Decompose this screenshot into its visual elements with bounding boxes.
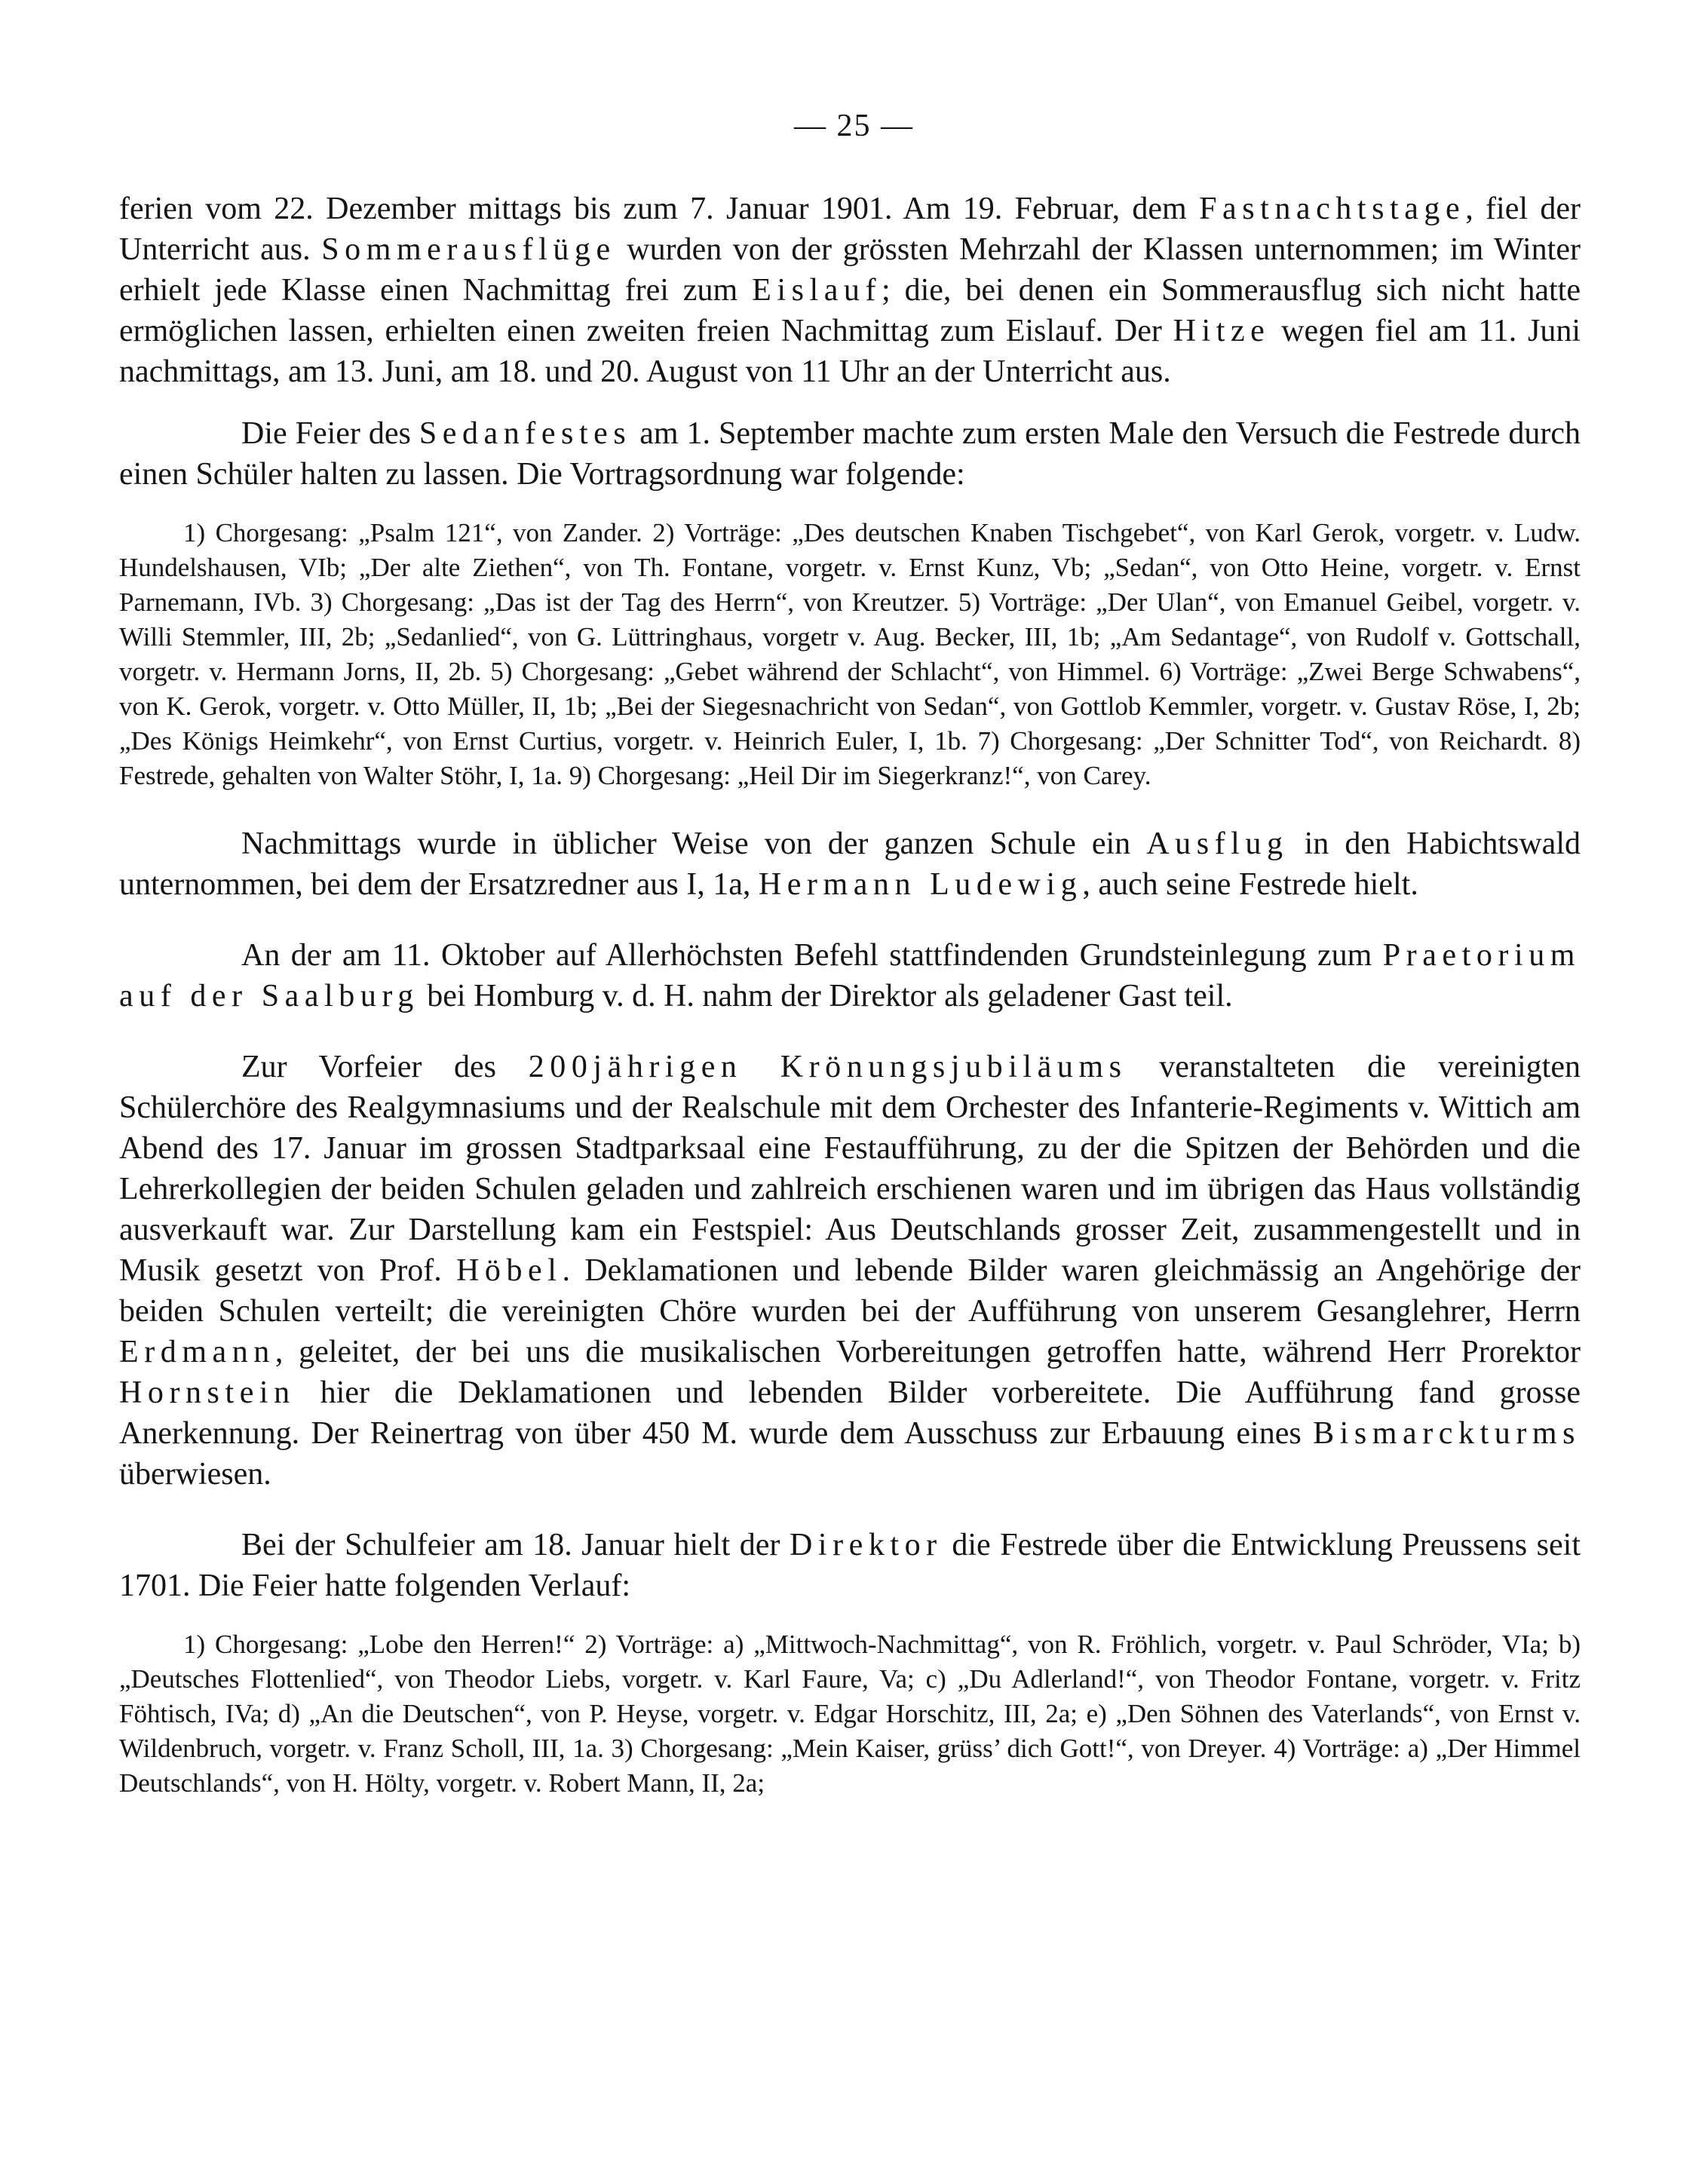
spaced-term: Praetorium auf der Saalburg	[119, 938, 1581, 1013]
spaced-term: Direktor	[789, 1528, 943, 1562]
text-run: ; die, bei denen ein Sommerausflug sich nicht hatte ermöglichen lassen, erhielten einen zweiten freien Nachmittag zum Eislauf. Der	[119, 273, 1581, 348]
text-run: am 1. September machte zum ersten Male den Versuch die Festrede durch einen Schüler halten zu lassen. Die Vortragsordnung war folgende:	[119, 416, 1581, 492]
spaced-term: Sedanfestes	[419, 416, 632, 451]
spaced-term: 200jährigen Krönungsjubiläums	[528, 1050, 1127, 1084]
spaced-term: Hermann Ludewig	[758, 867, 1083, 902]
spaced-term: Sommerausflüge	[321, 232, 616, 267]
spaced-term: Erdmann	[119, 1335, 275, 1369]
paragraph-saalburg	[119, 935, 1581, 1016]
text-run: überwiesen.	[119, 1457, 271, 1492]
text-run: Die Feier des	[241, 416, 419, 451]
text-run: Nachmittags wurde in üblicher Weise von der ganzen Schule ein	[241, 826, 1147, 861]
paragraph-excursion	[119, 823, 1581, 905]
text-run: hier die Deklamationen und lebenden Bilder vorbereitete. Die Aufführung fand grosse Anerkennung. Der Reinertrag von über 450 M. wurde dem Ausschuss zur Erbauung eines	[119, 1375, 1581, 1451]
spaced-term: Hornstein	[119, 1375, 296, 1410]
text-run: ferien vom 22. Dezember mittags bis zum 7. Januar 1901. Am 19. Februar, dem	[119, 192, 1200, 226]
paragraph-coronation	[119, 1047, 1581, 1495]
text-run: bei Homburg v. d. H. nahm der Direktor als geladener Gast teil.	[419, 979, 1233, 1013]
spaced-term: Fastnachtstage	[1199, 192, 1466, 226]
paragraph-school-celebration	[119, 1525, 1581, 1606]
text-run: , fiel der Unterricht aus.	[119, 192, 1581, 267]
text-run: veranstalteten die vereinigten Schülerchöre des Realgymnasiums und der Realschule mit dem Orchester des Infanterie-Regiments v. Wittich am Abend des 17. Januar im grossen Stadtparksaal eine Festaufführung, zu der die Spitzen der Behörden und die Lehrerkollegien der beiden Schulen geladen und zahlreich erschienen waren und im übrigen das Haus vollständig ausverkauft war. Zur Darstellung kam ein Festspiel: Aus Deutschlands grosser Zeit, zusammengestellt und in Musik gesetzt von Prof.	[119, 1050, 1581, 1288]
text-run: Zur Vorfeier des	[241, 1050, 529, 1084]
text-run: die Festrede über die Entwicklung Preussens seit 1701. Die Feier hatte folgenden Verlauf:	[119, 1528, 1581, 1603]
spaced-term: Eislauf	[752, 273, 882, 308]
text-run: Bei der Schulfeier am 18. Januar hielt der	[241, 1528, 790, 1562]
page-body	[119, 189, 1581, 1801]
text-run: , auch seine Festrede hielt.	[1082, 867, 1418, 902]
spaced-term: Ausflug	[1146, 826, 1289, 861]
text-run: in den Habichtswald unternommen, bei dem der Ersatzredner aus I, 1a,	[119, 826, 1581, 902]
text-run: , geleitet, der bei uns die musikalischen Vorbereitungen getroffen hatte, während Herr Prorektor	[274, 1335, 1581, 1369]
text-run: wegen fiel am 11. Juni nachmittags, am 13. Juni, am 18. und 20. August von 11 Uhr an der Unterricht aus.	[119, 314, 1581, 389]
text-run: . Deklamationen und lebende Bilder waren gleichmässig an Angehörige der beiden Schulen verteilt; die vereinigten Chöre wurden bei der Aufführung von unserem Gesanglehrer, Herrn	[119, 1253, 1581, 1329]
paragraph-holidays	[119, 189, 1581, 392]
spaced-term: Höbel	[456, 1253, 563, 1288]
spaced-term: Bismarckturms	[1313, 1416, 1581, 1451]
program-school-celebration: 1) Chorgesang: „Lobe den Herren!“ 2) Vorträge: a) „Mittwoch-Nachmittag“, von R. Fröhlich, vorgetr. v. Paul Schröder, VIa; b) „Deutsches Flottenlied“, von Theodor Liebs, vorgetr. v. Karl Faure, Va; c) „Du Adlerland!“, von Theodor Fontane, vorgetr. v. Fritz Föhtisch, IVa; d) „An die Deutschen“, von P. Heyse, vorgetr. v. Edgar Horschitz, III, 2a; e) „Den Söhnen des Vaterlands“, von Ernst v. Wildenbruch, vorgetr. v. Franz Scholl, III, 1a. 3) Chorgesang: „Mein Kaiser, grüss’ dich Gott!“, von Dreyer. 4) Vorträge: a) „Der Himmel Deutschlands“, von H. Hölty, vorgetr. v. Robert Mann, II, 2a;	[119, 1630, 1581, 1798]
page-number: — 25 —	[794, 109, 914, 143]
program-sedan: 1) Chorgesang: „Psalm 121“, von Zander. 2) Vorträge: „Des deutschen Knaben Tischgebet“, von Karl Gerok, vorgetr. v. Ludw. Hundelshausen, VIb; „Der alte Ziethen“, von Th. Fontane, vorgetr. v. Ernst Kunz, Vb; „Sedan“, von Otto Heine, vorgetr. v. Ernst Parnemann, IVb. 3) Chorgesang: „Das ist der Tag des Herrn“, von Kreutzer. 5) Vorträge: „Der Ulan“, von Emanuel Geibel, vorgetr. v. Willi Stemmler, III, 2b; „Sedanlied“, von G. Lüttringhaus, vorgetr v. Aug. Becker, III, 1b; „Am Sedantage“, von Rudolf v. Gottschall, vorgetr. v. Hermann Jorns, II, 2b. 5) Chorgesang: „Gebet während der Schlacht“, von Himmel. 6) Vorträge: „Zwei Berge Schwabens“, von K. Gerok, vorgetr. v. Otto Müller, II, 1b; „Bei der Siegesnachricht von Sedan“, von Gottlob Kemmler, vorgetr. v. Gustav Röse, I, 2b; „Des Königs Heimkehr“, von Ernst Curtius, vorgetr. v. Heinrich Euler, I, 1b. 7) Chorgesang: „Der Schnitter Tod“, von Reichardt. 8) Festrede, gehalten von Walter Stöhr, I, 1a. 9) Chorgesang: „Heil Dir im Siegerkranz!“, von Carey.	[119, 518, 1581, 790]
text-run: wurden von der grössten Mehrzahl der Klassen unternommen; im Winter erhielt jede Klasse einen Nachmittag frei zum	[119, 232, 1581, 308]
text-run: An der am 11. Oktober auf Allerhöchsten Befehl stattfindenden Grundsteinlegung zum	[241, 938, 1383, 973]
spaced-term: Hitze	[1173, 314, 1271, 348]
paragraph-sedan	[119, 413, 1581, 495]
